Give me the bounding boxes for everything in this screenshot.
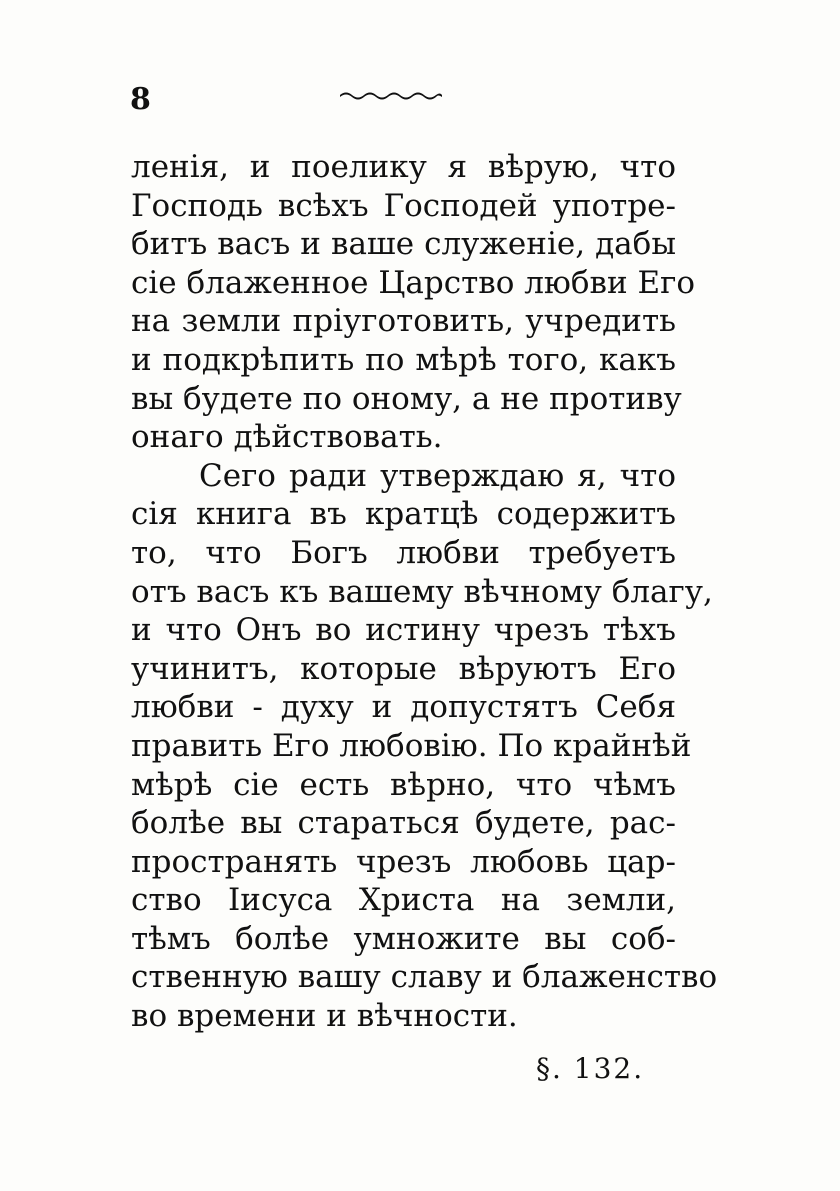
text-line: и подкрѣпить по мѣрѣ того, какъ (131, 341, 676, 378)
text-line: ственную вашу славу и блаженство (131, 959, 718, 996)
text-body (131, 148, 718, 1036)
page-number: 8 (130, 82, 152, 117)
text-line: ство Іисуса Христа на земли, (131, 882, 676, 919)
text-line: Господь всѣхъ Господей употре- (131, 187, 676, 224)
text-line: Сего ради утверждаю я, что (199, 457, 676, 494)
text-line: и что Онъ во истину чрезъ тѣхъ (131, 612, 676, 649)
text-line: сіе блаженное Царство любви Его (131, 264, 696, 301)
text-line: тѣмъ болѣе умножите вы соб- (131, 920, 676, 957)
header-ornament (338, 90, 444, 100)
text-line: учинитъ, которые вѣруютъ Его (131, 650, 676, 687)
text-line: во времени и вѣчности. (131, 998, 518, 1035)
text-line: отъ васъ къ вашему вѣчному благу, (131, 573, 713, 610)
text-line: править Его любовію. По крайнѣй (131, 727, 692, 764)
text-line: то, что Богъ любви требуетъ (131, 534, 676, 571)
text-line: вы будете по оному, а не противу (131, 380, 682, 417)
catchword: §. 132. (536, 1052, 645, 1085)
text-line: любви - духу и допустятъ Себя (131, 689, 676, 726)
text-line: сія книга въ кратцѣ содержитъ (131, 496, 676, 533)
text-line: ленія, и поелику я вѣрую, что (131, 149, 676, 185)
text-line: болѣе вы стараться будете, рас- (131, 805, 676, 842)
text-line: на земли пріуготовить, учредить (131, 303, 676, 340)
text-line: мѣрѣ сіе есть вѣрно, что чѣмъ (131, 766, 676, 803)
text-line: битъ васъ и ваше служеніе, дабы (131, 226, 676, 263)
text-line: пространять чрезъ любовь цар- (131, 843, 676, 880)
text-line: онаго дѣйствовать. (131, 419, 443, 456)
